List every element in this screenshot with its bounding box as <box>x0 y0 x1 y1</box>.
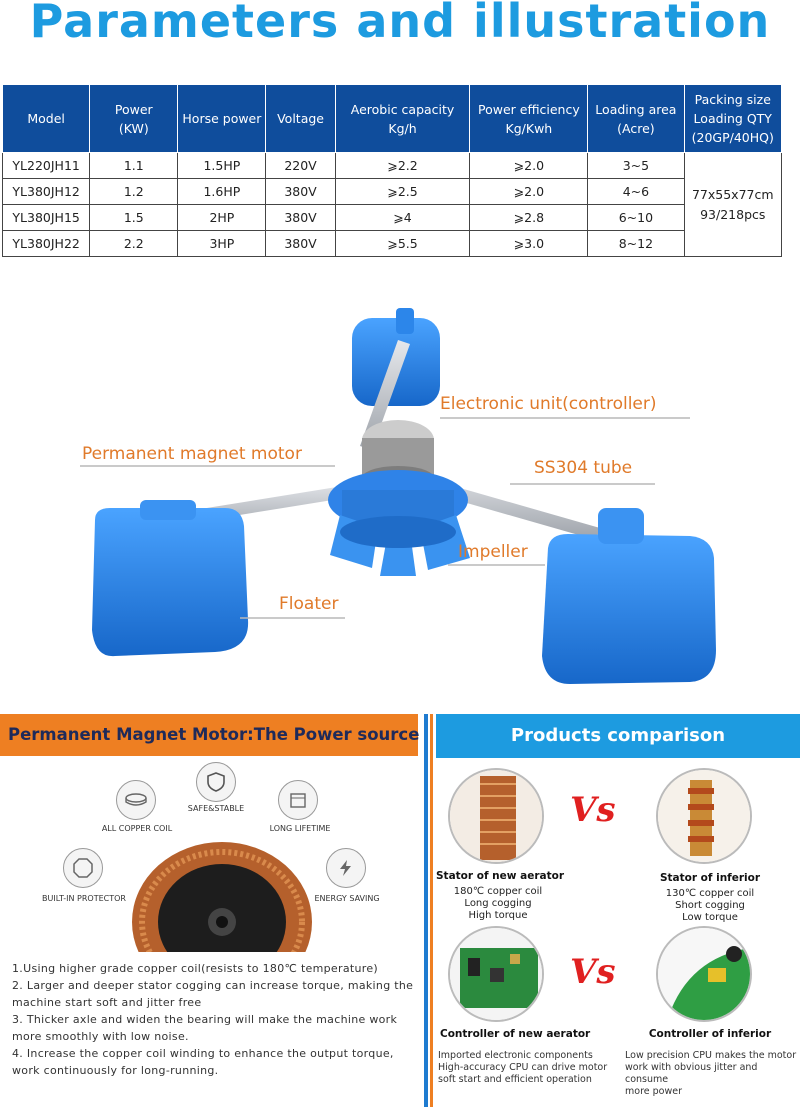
motor-image <box>130 812 315 952</box>
note-item: 2. Larger and deeper stator cogging can increase torque, making the machine start soft and jitter free <box>12 979 414 1009</box>
table-cell: 4~6 <box>588 179 684 205</box>
note-item: 1.Using higher grade copper coil(resists to 180℃ temperature) <box>12 962 378 975</box>
table-header-line: (Acre) <box>617 120 655 136</box>
table-header-line: Kg/Kwh <box>505 120 553 136</box>
table-cell: ⩾4 <box>335 205 470 231</box>
feature-energy-label: ENERGY SAVING <box>314 894 380 903</box>
table-cell: 6~10 <box>588 205 684 231</box>
table-header-line: (20GP/40HQ) <box>691 130 774 145</box>
table-cell: YL380JH12 <box>3 179 90 205</box>
table-header-line: Voltage <box>277 111 324 126</box>
table-cell: ⩾2.5 <box>335 179 470 205</box>
table-header-cell <box>178 85 266 153</box>
aerator-drawing <box>0 300 800 700</box>
vs-label-1: Vs <box>570 790 616 830</box>
motor-panel-title: Permanent Magnet Motor:The Power source <box>0 714 418 756</box>
table-header-row <box>3 85 782 153</box>
controller-inferior-desc <box>625 1050 800 1098</box>
table-header-line: (KW) <box>118 120 149 136</box>
table-cell: YL220JH11 <box>3 153 90 179</box>
table-cell: 2.2 <box>90 231 178 257</box>
table-header-cell <box>266 85 335 153</box>
table-cell: 1.5 <box>90 205 178 231</box>
controller-new-desc-line: Imported electronic components <box>438 1050 593 1061</box>
note-item: 3. Thicker axle and widen the bearing will make the machine work more smoothly with low noise. <box>12 1013 398 1043</box>
aerator-illustration <box>0 300 800 700</box>
table-cell: ⩾3.0 <box>470 231 588 257</box>
table-cell: 2HP <box>178 205 266 231</box>
table-header-cell <box>3 85 90 153</box>
controller-inferior-desc-line: work with obvious jitter and consume <box>625 1062 758 1085</box>
page-title: Parameters and illustration <box>29 0 771 48</box>
table-cell: YL380JH15 <box>3 205 90 231</box>
table-cell: 3~5 <box>588 153 684 179</box>
table-cell: ⩾2.0 <box>470 153 588 179</box>
table-row <box>3 153 782 179</box>
table-cell: 1.2 <box>90 179 178 205</box>
label-floater: Floater <box>279 594 339 614</box>
parameters-table <box>2 84 782 257</box>
table-cell: 380V <box>266 179 335 205</box>
stator-inferior-line: Low torque <box>682 912 738 923</box>
table-header-line: Loading QTY <box>693 111 772 126</box>
table-cell: ⩾2.2 <box>335 153 470 179</box>
stator-new-line: Long cogging <box>464 898 532 909</box>
section-divider <box>424 714 428 1107</box>
stator-inferior-line: Short cogging <box>675 900 745 911</box>
table-header-line: Aerobic capacity <box>350 101 455 117</box>
controller-inferior-title: Controller of inferior <box>648 1028 772 1040</box>
packing-line: 93/218pcs <box>700 206 766 222</box>
table-cell: 220V <box>266 153 335 179</box>
table-cell: ⩾5.5 <box>335 231 470 257</box>
lightning-icon <box>326 848 366 888</box>
feature-copper-label: ALL COPPER COIL <box>101 824 173 833</box>
comparison-title: Products comparison <box>436 714 800 758</box>
label-tube: SS304 tube <box>534 458 633 478</box>
controller-inferior-image <box>656 926 752 1022</box>
stator-inferior-line: 130℃ copper coil <box>665 888 755 899</box>
controller-new-desc-line: soft start and efficient operation <box>438 1074 592 1085</box>
motor-notes <box>12 960 417 1079</box>
controller-new-desc-line: High-accuracy CPU can drive motor <box>438 1062 608 1073</box>
table-row <box>3 179 782 205</box>
table-header-line: Kg/h <box>388 120 417 136</box>
packing-line: 77x55x77cm <box>691 186 774 202</box>
stator-new-title: Stator of new aerator <box>436 870 565 882</box>
table-cell: ⩾2.8 <box>470 205 588 231</box>
right-floater <box>542 508 716 684</box>
controller-inferior-desc-line: more power <box>625 1086 682 1097</box>
left-floater <box>92 500 248 656</box>
table-header-cell <box>588 85 684 153</box>
table-row <box>3 231 782 257</box>
stator-new-image <box>448 768 544 864</box>
label-controller: Electronic unit(controller) <box>440 394 657 414</box>
controller-new-image <box>448 926 544 1022</box>
label-impeller: Impeller <box>458 542 528 562</box>
table-cell: 380V <box>266 205 335 231</box>
table-cell: 8~12 <box>588 231 684 257</box>
controller-new-title: Controller of new aerator <box>440 1028 591 1040</box>
feature-lifetime-label: LONG LIFETIME <box>269 824 331 833</box>
packing-cell <box>684 153 782 257</box>
label-motor: Permanent magnet motor <box>82 444 302 464</box>
table-header-line: Loading area <box>595 101 677 117</box>
feature-safe-label: SAFE&STABLE <box>187 804 245 813</box>
table-header-cell <box>90 85 178 153</box>
impeller <box>328 470 470 576</box>
table-header-cell <box>470 85 588 153</box>
table-header-line: Horse power <box>182 111 262 126</box>
note-item: 4. Increase the copper coil winding to enhance the output torque, work continuously for long-running. <box>12 1047 394 1077</box>
table-header-line: Model <box>27 111 65 126</box>
table-cell: 380V <box>266 231 335 257</box>
table-cell: 1.6HP <box>178 179 266 205</box>
section-divider-accent <box>430 714 433 1107</box>
table-cell: YL380JH22 <box>3 231 90 257</box>
table-header-line: Power <box>114 101 153 117</box>
vs-label-2: Vs <box>570 952 616 992</box>
table-body <box>3 153 782 257</box>
table-row <box>3 205 782 231</box>
feature-protector-label: BUILT-IN PROTECTOR <box>42 894 126 903</box>
table-header-line: Packing size <box>694 92 771 107</box>
stator-inferior-title: Stator of inferior <box>659 872 761 884</box>
controller-new-desc <box>438 1050 607 1086</box>
controller-inferior-desc-line: Low precision CPU makes the motor <box>625 1050 797 1061</box>
stator-new-line: 180℃ copper coil <box>453 886 543 897</box>
table-cell: ⩾2.0 <box>470 179 588 205</box>
shield-icon <box>196 762 236 802</box>
table-header-line: Power efficiency <box>477 101 580 117</box>
table-cell: 1.1 <box>90 153 178 179</box>
table-header-cell <box>335 85 470 153</box>
stator-new-line: High torque <box>468 910 528 921</box>
table-cell: 1.5HP <box>178 153 266 179</box>
stator-inferior-image <box>656 768 752 864</box>
table-header-cell <box>684 85 782 153</box>
table-cell: 3HP <box>178 231 266 257</box>
octagon-icon <box>63 848 103 888</box>
